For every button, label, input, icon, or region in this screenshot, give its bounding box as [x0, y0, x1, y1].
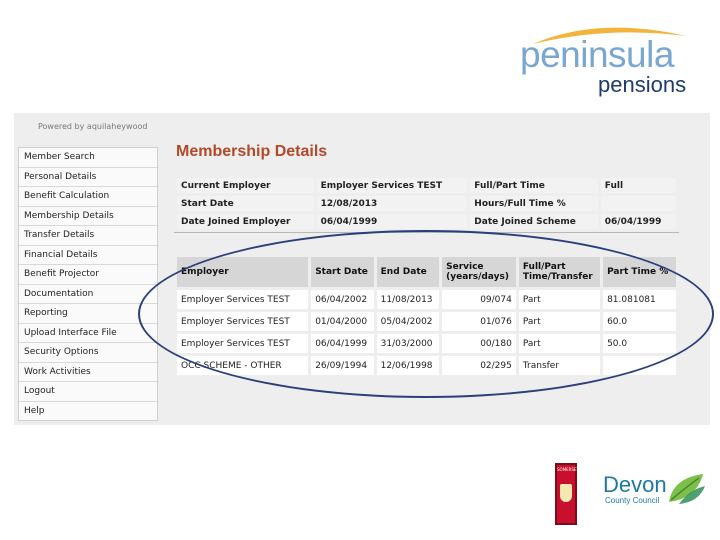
- date-joined-scheme-value: 06/04/1999: [601, 214, 676, 229]
- full-part-time-value: Full: [601, 178, 676, 193]
- sidebar-item-personal-details[interactable]: Personal Details: [19, 168, 157, 188]
- cell-type: Part: [519, 334, 600, 353]
- peninsula-pensions-logo: [520, 24, 710, 96]
- table-row: [177, 290, 676, 309]
- col-part-time-pct: Part Time %: [603, 257, 676, 287]
- cell-start: 01/04/2000: [311, 312, 373, 331]
- cell-service: 09/074: [442, 290, 516, 309]
- employment-history-table: [174, 254, 679, 378]
- cell-service: 00/180: [442, 334, 516, 353]
- sidebar-item-member-search[interactable]: Member Search: [19, 148, 157, 168]
- date-joined-scheme-label: Date Joined Scheme: [470, 214, 597, 229]
- app-panel: [14, 113, 710, 425]
- hours-value: [601, 196, 676, 211]
- membership-summary-table: [174, 175, 679, 233]
- cell-type: Transfer: [519, 356, 600, 375]
- sidebar-item-upload-interface-file[interactable]: Upload Interface File: [19, 324, 157, 344]
- page-title: Membership Details: [176, 143, 328, 160]
- sidebar-item-benefit-calculation[interactable]: Benefit Calculation: [19, 187, 157, 207]
- cell-pct: 50.0: [603, 334, 676, 353]
- somerset-label: SOMERSET: [557, 467, 579, 472]
- leaf-icon: [665, 472, 705, 506]
- sidebar-item-work-activities[interactable]: Work Activities: [19, 363, 157, 383]
- cell-employer: Employer Services TEST: [177, 290, 308, 309]
- cell-start: 26/09/1994: [311, 356, 373, 375]
- cell-end: 11/08/2013: [377, 290, 439, 309]
- table-row: [177, 196, 676, 211]
- table-row: [177, 334, 676, 353]
- col-end-date: End Date: [377, 257, 439, 287]
- devon-county-council-logo: [603, 474, 667, 505]
- col-employer: Employer: [177, 257, 308, 287]
- table-row: [177, 356, 676, 375]
- current-employer-value: Employer Services TEST: [317, 178, 468, 193]
- cell-pct: [603, 356, 676, 375]
- cell-service: 02/295: [442, 356, 516, 375]
- date-joined-employer-value: 06/04/1999: [317, 214, 468, 229]
- sidebar-item-transfer-details[interactable]: Transfer Details: [19, 226, 157, 246]
- table-row: [177, 312, 676, 331]
- table-row: [177, 214, 676, 229]
- sidebar-item-membership-details[interactable]: Membership Details: [19, 207, 157, 227]
- sidebar-item-help[interactable]: Help: [19, 402, 157, 421]
- brand-line1: peninsula: [520, 34, 674, 75]
- col-start-date: Start Date: [311, 257, 373, 287]
- somerset-county-council-logo: [555, 463, 577, 525]
- date-joined-employer-label: Date Joined Employer: [177, 214, 314, 229]
- cell-end: 05/04/2002: [377, 312, 439, 331]
- start-date-label: Start Date: [177, 196, 314, 211]
- brand-line2: pensions: [598, 72, 687, 97]
- cell-type: Part: [519, 312, 600, 331]
- devon-name: Devon: [603, 472, 667, 497]
- sidebar-nav: [18, 147, 158, 421]
- cell-type: Part: [519, 290, 600, 309]
- cell-employer: OCC SCHEME - OTHER: [177, 356, 308, 375]
- dragon-crest-icon: [560, 484, 572, 502]
- cell-employer: Employer Services TEST: [177, 334, 308, 353]
- cell-end: 31/03/2000: [377, 334, 439, 353]
- cell-end: 12/06/1998: [377, 356, 439, 375]
- cell-pct: 60.0: [603, 312, 676, 331]
- full-part-time-label: Full/Part Time: [470, 178, 597, 193]
- cell-service: 01/076: [442, 312, 516, 331]
- col-service: Service (years/days): [442, 257, 516, 287]
- sidebar-item-security-options[interactable]: Security Options: [19, 343, 157, 363]
- sidebar-item-logout[interactable]: Logout: [19, 382, 157, 402]
- sidebar-item-documentation[interactable]: Documentation: [19, 285, 157, 305]
- devon-subtitle: County Council: [605, 496, 660, 505]
- cell-employer: Employer Services TEST: [177, 312, 308, 331]
- sidebar-item-reporting[interactable]: Reporting: [19, 304, 157, 324]
- start-date-value: 12/08/2013: [317, 196, 468, 211]
- hours-label: Hours/Full Time %: [470, 196, 597, 211]
- table-header-row: [177, 257, 676, 287]
- main-content: [176, 143, 682, 371]
- cell-start: 06/04/2002: [311, 290, 373, 309]
- sidebar-item-financial-details[interactable]: Financial Details: [19, 246, 157, 266]
- powered-by: Powered by aquilaheywood: [38, 122, 148, 131]
- cell-pct: 81.081081: [603, 290, 676, 309]
- cell-start: 06/04/1999: [311, 334, 373, 353]
- col-full-part-transfer: Full/Part Time/Transfer: [519, 257, 600, 287]
- current-employer-label: Current Employer: [177, 178, 314, 193]
- table-row: [177, 178, 676, 193]
- sidebar-item-benefit-projector[interactable]: Benefit Projector: [19, 265, 157, 285]
